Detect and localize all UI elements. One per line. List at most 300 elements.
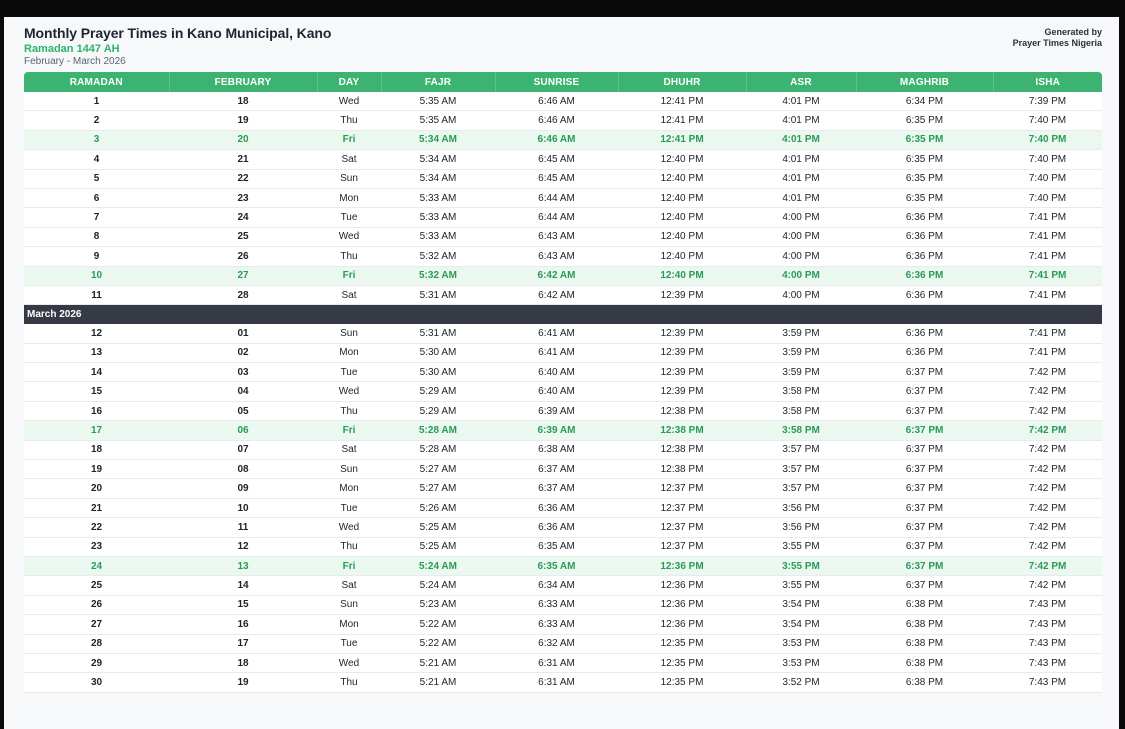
cell-isha: 7:42 PM	[993, 518, 1102, 537]
cell-asr: 3:58 PM	[746, 401, 856, 420]
prayer-times-page	[4, 17, 1119, 729]
cell-february: 25	[169, 227, 317, 246]
cell-dhuhr: 12:36 PM	[618, 556, 746, 575]
column-header-isha: ISHA	[993, 72, 1102, 92]
cell-fajr: 5:32 AM	[381, 247, 495, 266]
cell-dhuhr: 12:38 PM	[618, 421, 746, 440]
cell-ramadan: 18	[24, 440, 169, 459]
cell-isha: 7:40 PM	[993, 150, 1102, 169]
table-row	[24, 247, 1102, 266]
cell-sunrise: 6:42 AM	[495, 285, 618, 304]
cell-day: Mon	[317, 615, 381, 634]
cell-maghrib: 6:37 PM	[856, 498, 993, 517]
cell-maghrib: 6:36 PM	[856, 266, 993, 285]
cell-day: Sun	[317, 169, 381, 188]
cell-asr: 4:00 PM	[746, 266, 856, 285]
cell-february: 24	[169, 208, 317, 227]
cell-february: 19	[169, 111, 317, 130]
table-row	[24, 595, 1102, 614]
cell-asr: 3:59 PM	[746, 324, 856, 343]
cell-dhuhr: 12:40 PM	[618, 150, 746, 169]
cell-day: Sat	[317, 285, 381, 304]
cell-isha: 7:42 PM	[993, 479, 1102, 498]
cell-sunrise: 6:32 AM	[495, 634, 618, 653]
cell-dhuhr: 12:40 PM	[618, 266, 746, 285]
cell-sunrise: 6:37 AM	[495, 479, 618, 498]
cell-day: Wed	[317, 227, 381, 246]
table-row	[24, 188, 1102, 207]
cell-maghrib: 6:35 PM	[856, 150, 993, 169]
column-header-february: FEBRUARY	[169, 72, 317, 92]
cell-ramadan: 12	[24, 324, 169, 343]
cell-february: 15	[169, 595, 317, 614]
cell-dhuhr: 12:35 PM	[618, 653, 746, 672]
generated-by-label: Generated by	[1044, 27, 1102, 37]
cell-day: Fri	[317, 130, 381, 149]
cell-february: 03	[169, 363, 317, 382]
cell-fajr: 5:23 AM	[381, 595, 495, 614]
cell-maghrib: 6:35 PM	[856, 169, 993, 188]
cell-sunrise: 6:40 AM	[495, 363, 618, 382]
cell-day: Mon	[317, 479, 381, 498]
cell-sunrise: 6:37 AM	[495, 460, 618, 479]
cell-fajr: 5:29 AM	[381, 382, 495, 401]
table-row-friday	[24, 130, 1102, 149]
cell-day: Sat	[317, 150, 381, 169]
cell-ramadan: 3	[24, 130, 169, 149]
cell-february: 17	[169, 634, 317, 653]
cell-fajr: 5:27 AM	[381, 479, 495, 498]
table-row-friday	[24, 266, 1102, 285]
cell-isha: 7:43 PM	[993, 615, 1102, 634]
cell-isha: 7:40 PM	[993, 169, 1102, 188]
cell-isha: 7:42 PM	[993, 382, 1102, 401]
cell-day: Sun	[317, 460, 381, 479]
cell-maghrib: 6:36 PM	[856, 247, 993, 266]
cell-maghrib: 6:38 PM	[856, 653, 993, 672]
cell-sunrise: 6:36 AM	[495, 518, 618, 537]
table-row	[24, 227, 1102, 246]
column-header-fajr: FAJR	[381, 72, 495, 92]
cell-asr: 4:01 PM	[746, 111, 856, 130]
cell-ramadan: 7	[24, 208, 169, 227]
cell-sunrise: 6:33 AM	[495, 595, 618, 614]
cell-february: 10	[169, 498, 317, 517]
cell-february: 16	[169, 615, 317, 634]
cell-isha: 7:41 PM	[993, 247, 1102, 266]
cell-maghrib: 6:36 PM	[856, 227, 993, 246]
cell-maghrib: 6:38 PM	[856, 673, 993, 692]
cell-day: Mon	[317, 188, 381, 207]
table-row	[24, 634, 1102, 653]
table-row	[24, 208, 1102, 227]
column-header-asr: ASR	[746, 72, 856, 92]
cell-ramadan: 1	[24, 92, 169, 111]
table-row-friday	[24, 556, 1102, 575]
cell-isha: 7:40 PM	[993, 130, 1102, 149]
cell-dhuhr: 12:40 PM	[618, 247, 746, 266]
cell-sunrise: 6:31 AM	[495, 673, 618, 692]
cell-february: 18	[169, 653, 317, 672]
cell-sunrise: 6:41 AM	[495, 324, 618, 343]
cell-ramadan: 4	[24, 150, 169, 169]
cell-dhuhr: 12:35 PM	[618, 673, 746, 692]
cell-february: 23	[169, 188, 317, 207]
cell-asr: 3:53 PM	[746, 653, 856, 672]
cell-asr: 3:59 PM	[746, 343, 856, 362]
cell-dhuhr: 12:41 PM	[618, 92, 746, 111]
cell-maghrib: 6:37 PM	[856, 440, 993, 459]
cell-sunrise: 6:44 AM	[495, 208, 618, 227]
cell-maghrib: 6:36 PM	[856, 208, 993, 227]
cell-day: Fri	[317, 556, 381, 575]
cell-ramadan: 21	[24, 498, 169, 517]
cell-asr: 3:58 PM	[746, 421, 856, 440]
cell-dhuhr: 12:37 PM	[618, 518, 746, 537]
cell-asr: 3:55 PM	[746, 576, 856, 595]
cell-dhuhr: 12:39 PM	[618, 285, 746, 304]
cell-ramadan: 27	[24, 615, 169, 634]
cell-sunrise: 6:42 AM	[495, 266, 618, 285]
cell-sunrise: 6:31 AM	[495, 653, 618, 672]
cell-fajr: 5:21 AM	[381, 653, 495, 672]
cell-asr: 3:53 PM	[746, 634, 856, 653]
cell-dhuhr: 12:36 PM	[618, 615, 746, 634]
cell-february: 12	[169, 537, 317, 556]
cell-isha: 7:42 PM	[993, 556, 1102, 575]
cell-sunrise: 6:39 AM	[495, 421, 618, 440]
cell-february: 06	[169, 421, 317, 440]
cell-dhuhr: 12:41 PM	[618, 130, 746, 149]
cell-isha: 7:43 PM	[993, 634, 1102, 653]
cell-isha: 7:40 PM	[993, 111, 1102, 130]
cell-isha: 7:40 PM	[993, 188, 1102, 207]
cell-fajr: 5:33 AM	[381, 227, 495, 246]
cell-fajr: 5:35 AM	[381, 111, 495, 130]
cell-sunrise: 6:46 AM	[495, 111, 618, 130]
cell-sunrise: 6:36 AM	[495, 498, 618, 517]
generated-by	[1013, 27, 1102, 49]
cell-isha: 7:41 PM	[993, 266, 1102, 285]
cell-ramadan: 11	[24, 285, 169, 304]
cell-fajr: 5:33 AM	[381, 208, 495, 227]
cell-fajr: 5:21 AM	[381, 673, 495, 692]
cell-dhuhr: 12:41 PM	[618, 111, 746, 130]
prayer-times-table	[24, 72, 1102, 693]
table-body	[24, 92, 1102, 692]
cell-asr: 3:57 PM	[746, 440, 856, 459]
cell-february: 20	[169, 130, 317, 149]
cell-maghrib: 6:38 PM	[856, 615, 993, 634]
cell-february: 07	[169, 440, 317, 459]
cell-day: Thu	[317, 111, 381, 130]
cell-february: 21	[169, 150, 317, 169]
cell-maghrib: 6:36 PM	[856, 285, 993, 304]
column-header-maghrib: MAGHRIB	[856, 72, 993, 92]
table-row	[24, 460, 1102, 479]
cell-fajr: 5:31 AM	[381, 324, 495, 343]
table-row	[24, 537, 1102, 556]
table-row	[24, 324, 1102, 343]
cell-fajr: 5:35 AM	[381, 92, 495, 111]
cell-february: 05	[169, 401, 317, 420]
cell-asr: 4:01 PM	[746, 188, 856, 207]
cell-dhuhr: 12:40 PM	[618, 188, 746, 207]
cell-day: Tue	[317, 208, 381, 227]
cell-maghrib: 6:35 PM	[856, 130, 993, 149]
cell-asr: 3:58 PM	[746, 382, 856, 401]
cell-isha: 7:41 PM	[993, 208, 1102, 227]
cell-day: Mon	[317, 343, 381, 362]
cell-isha: 7:41 PM	[993, 324, 1102, 343]
ramadan-subtitle: Ramadan 1447 AH	[24, 43, 120, 55]
cell-asr: 3:59 PM	[746, 363, 856, 382]
cell-fajr: 5:26 AM	[381, 498, 495, 517]
cell-maghrib: 6:37 PM	[856, 401, 993, 420]
cell-isha: 7:43 PM	[993, 653, 1102, 672]
cell-sunrise: 6:34 AM	[495, 576, 618, 595]
table-row	[24, 615, 1102, 634]
cell-dhuhr: 12:35 PM	[618, 634, 746, 653]
cell-ramadan: 29	[24, 653, 169, 672]
table-row	[24, 673, 1102, 692]
table-row	[24, 111, 1102, 130]
table-row	[24, 479, 1102, 498]
cell-day: Thu	[317, 537, 381, 556]
table-row	[24, 285, 1102, 304]
cell-maghrib: 6:37 PM	[856, 460, 993, 479]
cell-fajr: 5:25 AM	[381, 537, 495, 556]
cell-ramadan: 6	[24, 188, 169, 207]
cell-isha: 7:41 PM	[993, 343, 1102, 362]
cell-asr: 3:54 PM	[746, 615, 856, 634]
cell-maghrib: 6:37 PM	[856, 382, 993, 401]
cell-fajr: 5:22 AM	[381, 615, 495, 634]
cell-day: Tue	[317, 634, 381, 653]
cell-sunrise: 6:35 AM	[495, 556, 618, 575]
cell-dhuhr: 12:38 PM	[618, 440, 746, 459]
cell-february: 09	[169, 479, 317, 498]
cell-maghrib: 6:35 PM	[856, 111, 993, 130]
column-header-day: DAY	[317, 72, 381, 92]
cell-day: Tue	[317, 498, 381, 517]
cell-sunrise: 6:43 AM	[495, 227, 618, 246]
cell-isha: 7:42 PM	[993, 460, 1102, 479]
cell-february: 28	[169, 285, 317, 304]
table-row	[24, 440, 1102, 459]
cell-ramadan: 20	[24, 479, 169, 498]
cell-maghrib: 6:37 PM	[856, 576, 993, 595]
cell-asr: 4:01 PM	[746, 169, 856, 188]
cell-day: Thu	[317, 673, 381, 692]
cell-dhuhr: 12:38 PM	[618, 401, 746, 420]
table-row	[24, 382, 1102, 401]
cell-february: 01	[169, 324, 317, 343]
cell-fajr: 5:34 AM	[381, 169, 495, 188]
cell-asr: 3:55 PM	[746, 537, 856, 556]
table-row	[24, 343, 1102, 362]
cell-dhuhr: 12:40 PM	[618, 208, 746, 227]
cell-day: Tue	[317, 363, 381, 382]
cell-ramadan: 9	[24, 247, 169, 266]
table-row	[24, 401, 1102, 420]
cell-isha: 7:42 PM	[993, 363, 1102, 382]
generated-by-source: Prayer Times Nigeria	[1012, 38, 1102, 48]
table-header	[24, 72, 1102, 92]
cell-day: Sat	[317, 440, 381, 459]
cell-february: 11	[169, 518, 317, 537]
cell-sunrise: 6:45 AM	[495, 150, 618, 169]
cell-ramadan: 16	[24, 401, 169, 420]
cell-fajr: 5:30 AM	[381, 363, 495, 382]
column-header-dhuhr: DHUHR	[618, 72, 746, 92]
cell-dhuhr: 12:39 PM	[618, 343, 746, 362]
cell-isha: 7:42 PM	[993, 421, 1102, 440]
cell-dhuhr: 12:36 PM	[618, 595, 746, 614]
cell-asr: 3:56 PM	[746, 518, 856, 537]
table-row	[24, 653, 1102, 672]
cell-asr: 4:00 PM	[746, 247, 856, 266]
cell-asr: 4:00 PM	[746, 227, 856, 246]
cell-asr: 3:55 PM	[746, 556, 856, 575]
cell-isha: 7:41 PM	[993, 285, 1102, 304]
cell-maghrib: 6:37 PM	[856, 518, 993, 537]
cell-february: 26	[169, 247, 317, 266]
cell-asr: 3:57 PM	[746, 479, 856, 498]
cell-day: Sun	[317, 324, 381, 343]
cell-ramadan: 30	[24, 673, 169, 692]
cell-isha: 7:42 PM	[993, 576, 1102, 595]
cell-isha: 7:42 PM	[993, 401, 1102, 420]
table-row	[24, 150, 1102, 169]
cell-february: 19	[169, 673, 317, 692]
cell-sunrise: 6:46 AM	[495, 130, 618, 149]
cell-february: 22	[169, 169, 317, 188]
cell-isha: 7:42 PM	[993, 537, 1102, 556]
cell-ramadan: 19	[24, 460, 169, 479]
cell-ramadan: 15	[24, 382, 169, 401]
cell-isha: 7:41 PM	[993, 227, 1102, 246]
cell-asr: 3:54 PM	[746, 595, 856, 614]
cell-maghrib: 6:37 PM	[856, 556, 993, 575]
cell-fajr: 5:28 AM	[381, 421, 495, 440]
cell-sunrise: 6:44 AM	[495, 188, 618, 207]
cell-asr: 4:00 PM	[746, 285, 856, 304]
cell-day: Sun	[317, 595, 381, 614]
cell-fajr: 5:34 AM	[381, 150, 495, 169]
table-row	[24, 363, 1102, 382]
cell-day: Thu	[317, 401, 381, 420]
cell-ramadan: 22	[24, 518, 169, 537]
prayer-times-table-wrapper	[24, 72, 1102, 693]
cell-day: Wed	[317, 653, 381, 672]
cell-fajr: 5:24 AM	[381, 556, 495, 575]
cell-fajr: 5:32 AM	[381, 266, 495, 285]
cell-dhuhr: 12:39 PM	[618, 363, 746, 382]
cell-day: Sat	[317, 576, 381, 595]
cell-dhuhr: 12:37 PM	[618, 498, 746, 517]
cell-ramadan: 5	[24, 169, 169, 188]
cell-february: 04	[169, 382, 317, 401]
table-row	[24, 518, 1102, 537]
cell-february: 02	[169, 343, 317, 362]
cell-isha: 7:43 PM	[993, 595, 1102, 614]
cell-asr: 4:01 PM	[746, 92, 856, 111]
cell-dhuhr: 12:39 PM	[618, 382, 746, 401]
cell-ramadan: 23	[24, 537, 169, 556]
cell-maghrib: 6:34 PM	[856, 92, 993, 111]
cell-fajr: 5:24 AM	[381, 576, 495, 595]
cell-asr: 4:01 PM	[746, 130, 856, 149]
cell-february: 14	[169, 576, 317, 595]
cell-fajr: 5:31 AM	[381, 285, 495, 304]
cell-fajr: 5:29 AM	[381, 401, 495, 420]
cell-day: Fri	[317, 421, 381, 440]
cell-ramadan: 14	[24, 363, 169, 382]
cell-asr: 4:01 PM	[746, 150, 856, 169]
cell-ramadan: 13	[24, 343, 169, 362]
cell-sunrise: 6:39 AM	[495, 401, 618, 420]
cell-asr: 4:00 PM	[746, 208, 856, 227]
cell-maghrib: 6:37 PM	[856, 479, 993, 498]
cell-sunrise: 6:38 AM	[495, 440, 618, 459]
cell-ramadan: 2	[24, 111, 169, 130]
cell-dhuhr: 12:40 PM	[618, 227, 746, 246]
month-separator-row	[24, 305, 1102, 325]
cell-february: 27	[169, 266, 317, 285]
cell-dhuhr: 12:40 PM	[618, 169, 746, 188]
cell-sunrise: 6:40 AM	[495, 382, 618, 401]
table-row	[24, 169, 1102, 188]
cell-february: 13	[169, 556, 317, 575]
cell-day: Wed	[317, 518, 381, 537]
cell-dhuhr: 12:38 PM	[618, 460, 746, 479]
cell-dhuhr: 12:37 PM	[618, 479, 746, 498]
cell-dhuhr: 12:37 PM	[618, 537, 746, 556]
cell-dhuhr: 12:36 PM	[618, 576, 746, 595]
table-row	[24, 92, 1102, 111]
cell-sunrise: 6:33 AM	[495, 615, 618, 634]
date-range: February - March 2026	[24, 56, 126, 67]
cell-sunrise: 6:46 AM	[495, 92, 618, 111]
cell-fajr: 5:22 AM	[381, 634, 495, 653]
cell-fajr: 5:25 AM	[381, 518, 495, 537]
table-row	[24, 576, 1102, 595]
cell-asr: 3:57 PM	[746, 460, 856, 479]
cell-day: Wed	[317, 92, 381, 111]
table-row	[24, 498, 1102, 517]
cell-isha: 7:42 PM	[993, 440, 1102, 459]
cell-maghrib: 6:37 PM	[856, 363, 993, 382]
header-row	[24, 72, 1102, 92]
cell-day: Fri	[317, 266, 381, 285]
cell-day: Wed	[317, 382, 381, 401]
cell-maghrib: 6:38 PM	[856, 595, 993, 614]
cell-ramadan: 10	[24, 266, 169, 285]
cell-isha: 7:39 PM	[993, 92, 1102, 111]
cell-fajr: 5:27 AM	[381, 460, 495, 479]
column-header-sunrise: SUNRISE	[495, 72, 618, 92]
cell-ramadan: 26	[24, 595, 169, 614]
cell-maghrib: 6:36 PM	[856, 324, 993, 343]
cell-ramadan: 25	[24, 576, 169, 595]
cell-ramadan: 28	[24, 634, 169, 653]
cell-isha: 7:43 PM	[993, 673, 1102, 692]
table-row-friday	[24, 421, 1102, 440]
cell-maghrib: 6:35 PM	[856, 188, 993, 207]
cell-maghrib: 6:37 PM	[856, 421, 993, 440]
cell-ramadan: 17	[24, 421, 169, 440]
